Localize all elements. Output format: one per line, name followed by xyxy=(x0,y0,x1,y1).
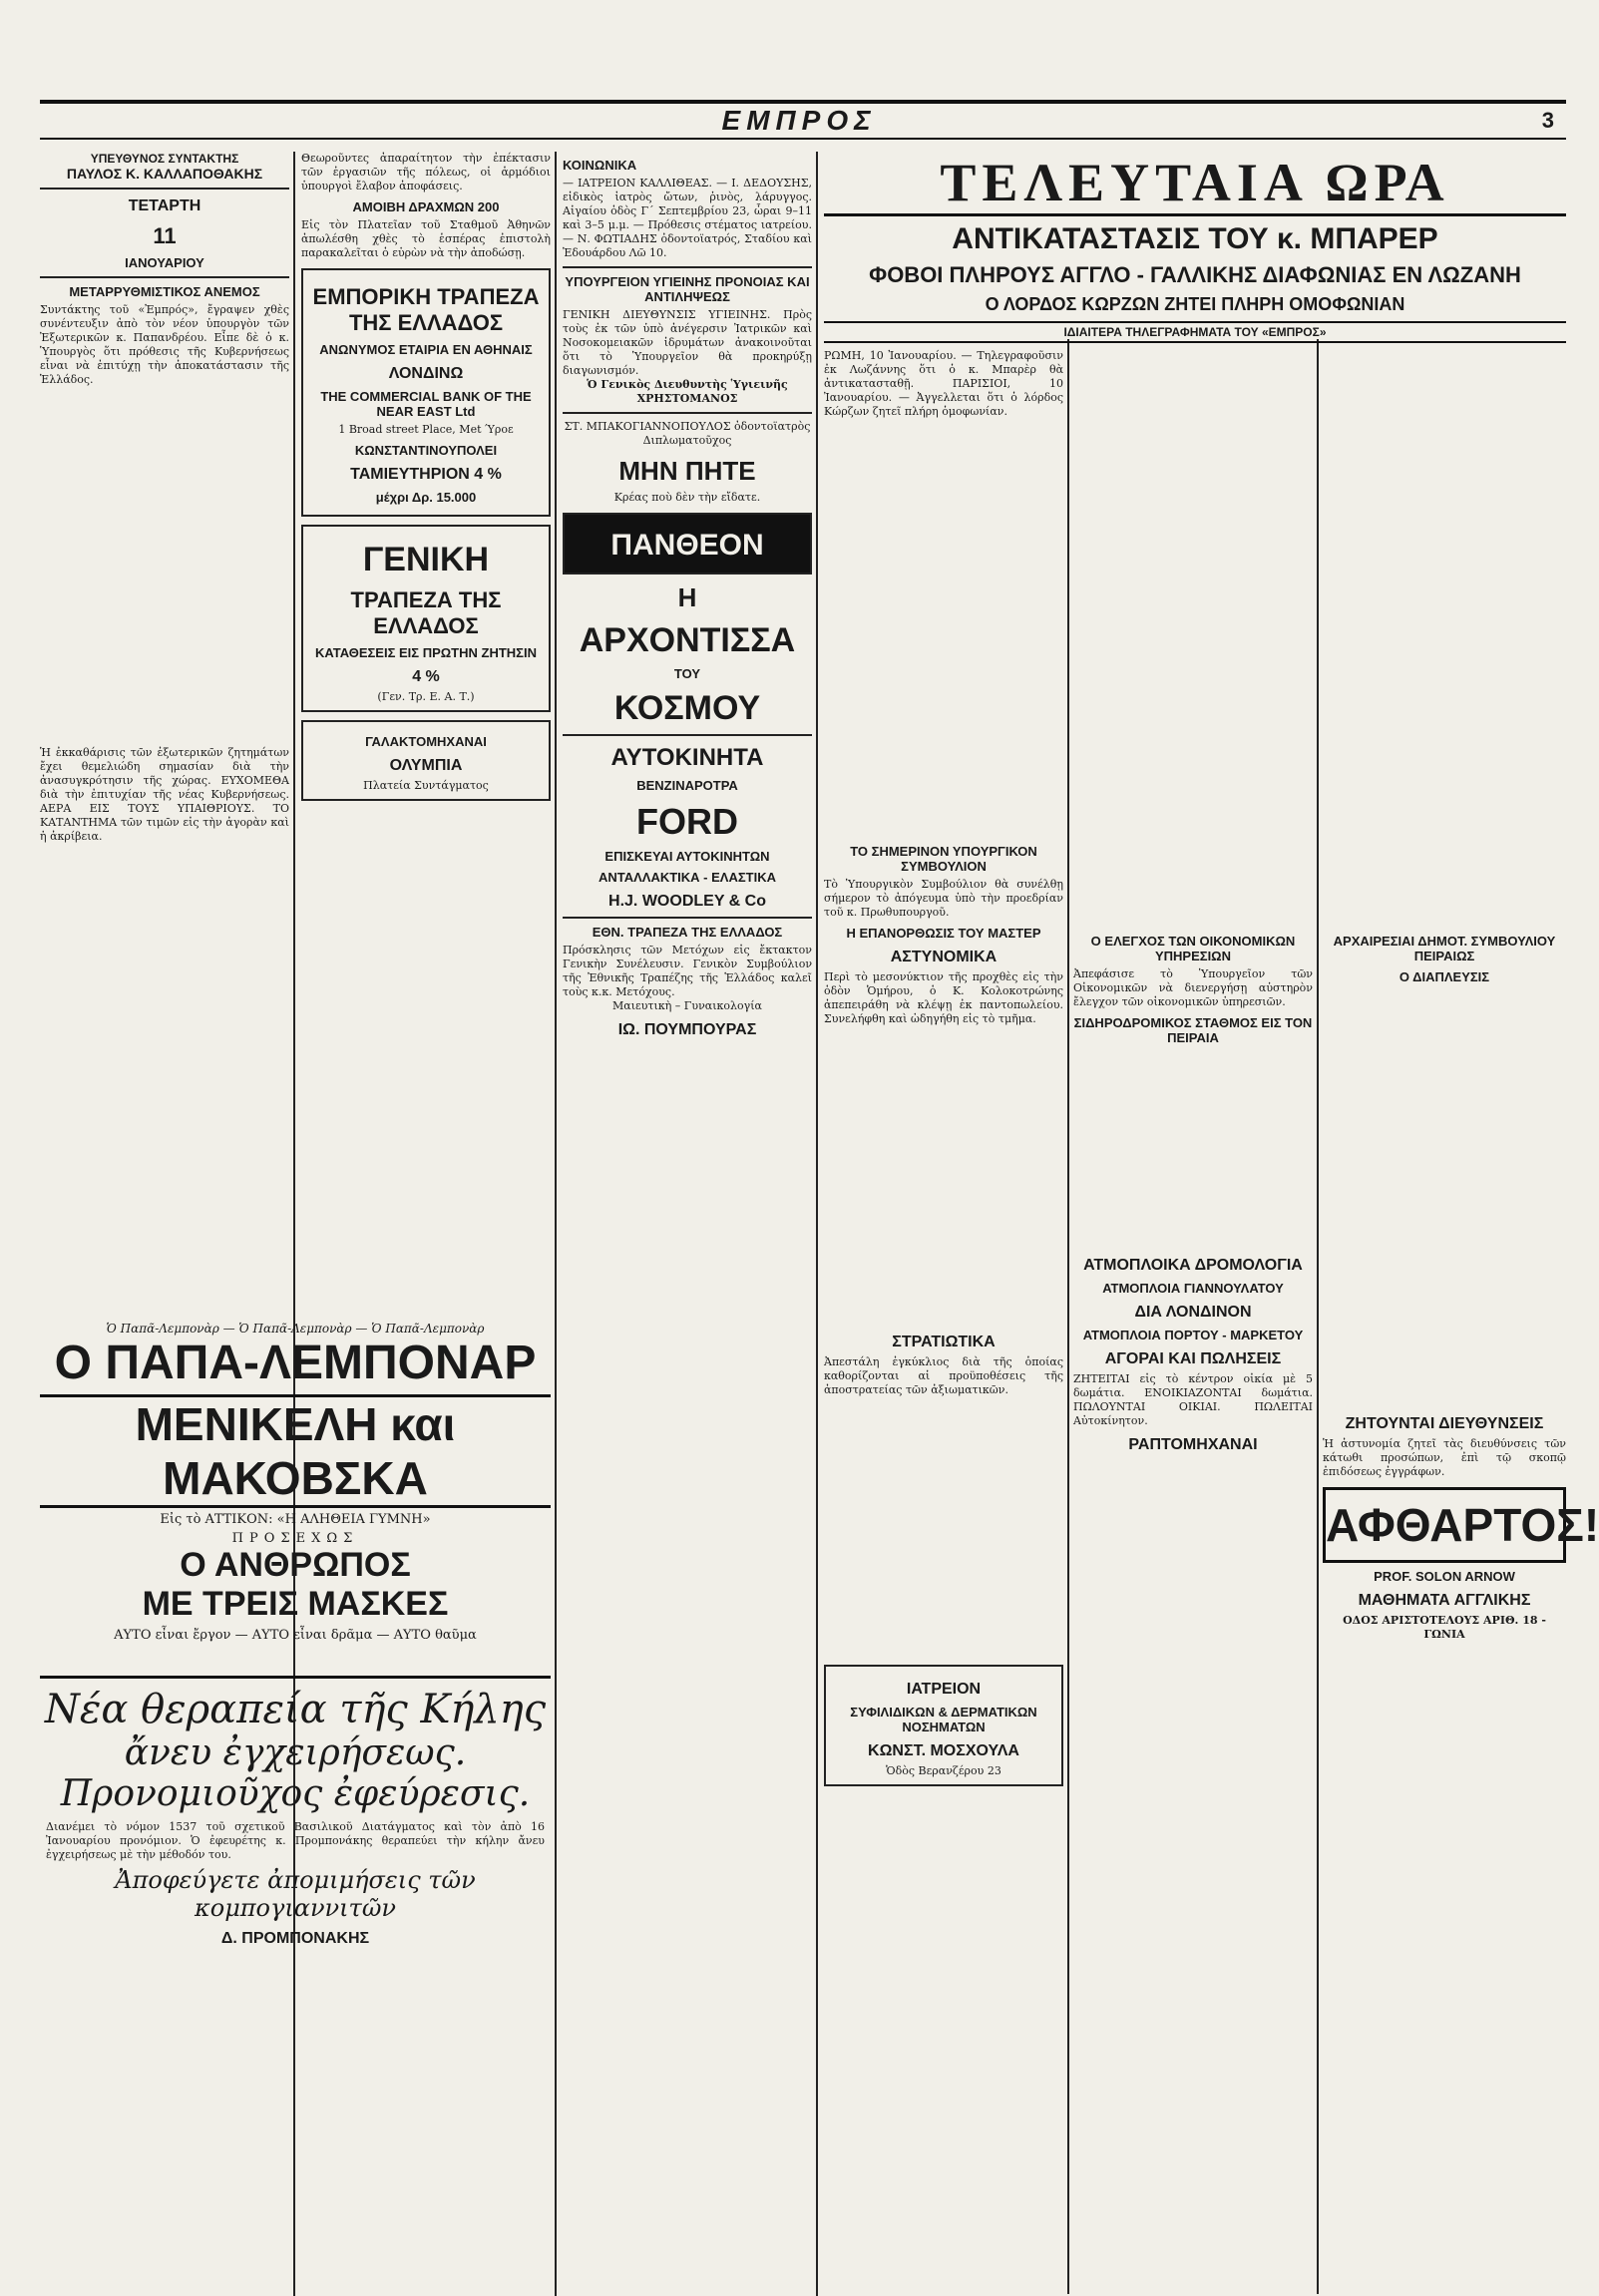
hernia-h3: Προνομιοῦχος ἐφεύρεσις. xyxy=(60,1773,531,1814)
month: ΙΑΝΟΥΑΡΙΟΥ xyxy=(125,255,204,270)
ford: FORD xyxy=(636,801,738,842)
piraeus-heading: ΣΙΔΗΡΟΔΡΟΜΙΚΟΣ ΣΤΑΘΜΟΣ ΕΙΣ ΤΟΝ ΠΕΙΡΑΙΑ xyxy=(1073,1015,1313,1045)
article-text: Εἰς τὸν Πλατεῖαν τοῦ Σταθμοῦ Ἀθηνῶν ἀπωλέσθη χθὲς τὸ ἑσπέρας ἐπιστολὴ παρακαλεῖται ὁ εὑρὼν νὰ τὴν ἀποδώσῃ. xyxy=(301,218,551,259)
parts: ΑΝΤΑΛΛΑΚΤΙΚΑ - ΕΛΑΣΤΙΚΑ xyxy=(598,870,776,885)
social-heading: ΚΟΙΝΩΝΙΚΑ xyxy=(563,158,637,173)
theatre-man: Ο ΑΝΘΡΩΠΟΣ xyxy=(180,1546,411,1584)
column-spacer xyxy=(1073,349,1313,928)
column-4 xyxy=(824,349,1063,2294)
dentist: ΣΤ. ΜΠΑΚΟΓΙΑΝΝΟΠΟΥΛΟΣ ὀδοντοϊατρὸς Διπλωματοῦχος xyxy=(564,420,811,447)
milk-address: Πλατεία Συντάγματος xyxy=(363,779,489,792)
gyn-label: Μαιευτικὴ – Γυναικολογία xyxy=(612,999,762,1012)
military-heading: ΣΤΡΑΤΙΩΤΙΚΑ xyxy=(892,1334,996,1350)
article-text: ΡΩΜΗ, 10 Ἰανουαρίου. — Τηλεγραφοῦσιν ἐκ Λωζάννης ὅτι ὁ κ. Μπαρὲρ θὰ ἀντικατασταθῇ. ΠΑΡΙΣΙΟΙ, 10 Ἰανουαρίου. — Ἀγγελλεται ὅτι ὁ λόρδος Κώρζων ζητεῖ πλήρη ὁμοφωνίαν. xyxy=(824,349,1063,418)
column-rule xyxy=(816,152,818,2296)
column-rule xyxy=(1317,339,1319,2294)
bank-savings: ΤΑΜΙΕΥΤΗΡΙΟΝ 4 % xyxy=(350,466,502,483)
bank2-deposits: ΚΑΤΑΘΕΣΕΙΣ ΕΙΣ ΠΡΩΤΗΝ ΖΗΤΗΣΙΝ xyxy=(315,645,537,660)
column-spacer xyxy=(40,387,289,746)
election-heading: ΑΡΧΑΙΡΕΣΙΑΙ ΔΗΜΟΤ. ΣΥΜΒΟΥΛΙΟΥ ΠΕΙΡΑΙΩΣ xyxy=(1333,934,1556,963)
article-heading: ΜΕΤΑΡΡΥΘΜΙΣΤΙΚΟΣ ΑΝΕΜΟΣ xyxy=(69,284,260,299)
article-text: ΖΗΤΕΙΤΑΙ εἰς τὸ κέντρον οἰκία μὲ 5 δωμάτια. ΕΝΟΙΚΙΑΖΟΝΤΑΙ δωμάτια. ΠΩΛΟΥΝΤΑΙ ΟΙΚΙΑΙ. ΠΩΛΕΙΤΑΙ Αὐτοκίνητον. xyxy=(1073,1372,1313,1427)
masthead-rule-left xyxy=(52,112,56,130)
english-lessons: ΜΑΘΗΜΑΤΑ ΑΓΓΛΙΚΗΣ xyxy=(1358,1592,1531,1609)
theatre-tag: ΑΥΤΟ εἶναι ἔργον — ΑΥΤΟ εἶναι δρᾶμα — ΑΥΤΟ θαῦμα xyxy=(114,1628,477,1643)
portokalos-heading: ΑΤΜΟΠΛΟΙΑ ΠΟΡΤΟΥ - ΜΑΡΚΕΤΟΥ xyxy=(1082,1328,1304,1342)
benzin: ΒΕΝΖΙΝΑΡΟΤΡΑ xyxy=(636,778,738,793)
divider xyxy=(40,188,289,190)
banner-sub: ΦΟΒΟΙ ΠΛΗΡΟΥΣ ΑΓΓΛΟ - ΓΑΛΛΙΚΗΣ ΔΙΑΦΩΝΙΑΣ ΕΝ ΛΩΖΑΝΗ xyxy=(869,262,1521,287)
minister-heading: ΤΟ ΣΗΜΕΡΙΝΟΝ ΥΠΟΥΡΓΙΚΟΝ ΣΥΜΒΟΥΛΙΟΝ xyxy=(850,844,1037,874)
divider xyxy=(563,266,812,268)
pantheon-ad xyxy=(563,513,812,574)
ship-heading: ΑΤΜΟΠΛΟΙΚΑ ΔΡΟΜΟΛΟΓΙΑ xyxy=(1083,1257,1303,1274)
cars: ΑΥΤΟΚΙΝΗΤΑ xyxy=(610,744,764,771)
editor-name: ΠΑΥΛΟΣ Κ. ΚΑΛΛΑΠΟΘΑΚΗΣ xyxy=(66,166,263,182)
appointments-heading: Ο ΔΙΑΠΛΕΥΣΙΣ xyxy=(1399,969,1490,984)
article-text: ΓΕΝΙΚΗ ΔΙΕΥΘΥΝΣΙΣ ΥΓΙΕΙΝΗΣ. Πρὸς τοὺς ἐκ τῶν ὑπὸ ἀνέγερσιν Ἰατρικῶν καὶ Νοσοκομειακῶν ἱδρυμάτων ἀνακοινοῦται ὅτι τὸ Ὑπουργεῖον θὰ προκηρύξῃ διαγωνισμόν. xyxy=(563,308,812,377)
clinic-heading: ΙΑΤΡΕΙΟΝ xyxy=(906,1681,982,1698)
bank-commercial: THE COMMERCIAL BANK OF THE NEAR EAST Ltd xyxy=(320,389,532,419)
hernia-body: Διανέμει τὸ νόμον 1537 τοῦ σχετικοῦ Βασιλικοῦ Διατάγματος καὶ τὸν ἀπὸ 16 Ἰανουαρίου προνόμιον. Ὁ ἐφευρέτης κ. Προμπονάκης θεραπεύει τὴν κήλην ἄνευ ἐγχειρήσεως μὲ τὴν μέθοδόν του. xyxy=(46,1820,545,1861)
kosmou: ΚΟΣΜΟΥ xyxy=(613,689,761,727)
english-address: ΟΔΟΣ ΑΡΙΣΤΟΤΕΛΟΥΣ ΑΡΙΘ. 18 - ΓΩΝΙΑ xyxy=(1343,1614,1546,1641)
divider xyxy=(563,917,812,919)
bank-limit: μέχρι Δρ. 15.000 xyxy=(375,490,477,505)
hernia-ad xyxy=(40,1676,551,1952)
nat-bank-heading: ΕΘΝ. ΤΡΑΠΕΖΑ ΤΗΣ ΕΛΛΑΔΟΣ xyxy=(592,925,783,940)
article-text: Ἡ ἀστυνομία ζητεῖ τὰς διευθύνσεις τῶν κάτωθι προσώπων, ἐπὶ τῷ σκοπῷ ἐπιδόσεως ἐγγράφων. xyxy=(1323,1437,1566,1478)
bank2-general: ΓΕΝΙΚΗ xyxy=(362,541,490,578)
milk-brand: ΟΛΥΜΠΙΑ xyxy=(389,757,463,774)
article-text: Ἀπεστάλη ἐγκύκλιος διὰ τῆς ὁποίας καθορίζονται αἱ προϋποθέσεις τῆς ἀποστρατείας τῶν ἀξιωματικῶν. xyxy=(824,1355,1063,1396)
bank-const: ΚΩΝΣΤΑΝΤΙΝΟΥΠΟΛΕΙ xyxy=(354,443,498,458)
london-heading: ΔΙΑ ΛΟΝΔΙΝΟΝ xyxy=(1134,1304,1252,1321)
mini-pite: ΜΗΝ ΠΗΤΕ xyxy=(618,456,756,486)
article-text: Συντάκτης τοῦ «Ἐμπρός», ἔγραψεν χθὲς συνέντευξιν ἀπὸ τὸν νέον ὑπουργὸν τῶν Ἐξωτερικῶν κ. Παπανδρέου. Εἶπε δὲ ὁ κ. Ὑπουργὸς ὅτι πρόθεσις τῆς Κυβερνήσεως εἶναι νὰ ἐπιτύχῃ τὴν ἀποκατάστασιν τῆς Ἑλλάδος. xyxy=(40,303,289,386)
column-spacer xyxy=(1323,988,1566,1407)
welfare-heading: ΥΠΟΥΡΓΕΙΟΝ ΥΓΙΕΙΝΗΣ ΠΡΟΝΟΙΑΣ ΚΑΙ ΑΝΤΙΛΗΨΕΩΣ xyxy=(565,274,810,304)
police-heading: ΑΣΤΥΝΟΜΙΚΑ xyxy=(890,949,998,965)
banner-sub2: Ο ΛΟΡΔΟΣ ΚΩΡΖΩΝ ΖΗΤΕΙ ΠΛΗΡΗ ΟΜΟΦΩΝΙΑΝ xyxy=(985,294,1405,314)
editor-label: ΥΠΕΥΘΥΝΟΣ ΣΥΝΤΑΚΤΗΣ xyxy=(90,152,239,166)
article-text: Θεωροῦντες ἀπαραίτητον τὴν ἐπέκτασιν τῶν ἐργασιῶν τῆς πόλεως, οἱ ἁρμόδιοι ὑπουργοὶ ἔλαβον ἀποφάσεις. xyxy=(301,152,551,192)
theatre-title: Ο ΠΑΠΑ-ΛΕΜΠΟΝΑΡ xyxy=(54,1337,537,1389)
milk-title: ΓΑΛΑΚΤΟΜΗΧΑΝΑΙ xyxy=(365,734,487,749)
theatre-ad xyxy=(40,1322,551,1643)
bank-subtitle: ΑΝΩΝΥΜΟΣ ΕΤΑΙΡΙΑ ΕΝ ΑΘΗΝΑΙΣ xyxy=(319,342,533,357)
bank2-ad xyxy=(301,525,551,712)
divider xyxy=(563,412,812,414)
bank-address: 1 Broad street Place, Met Ύροε xyxy=(338,423,514,436)
divider xyxy=(563,734,812,736)
pantheon: ΠΑΝΘΕΟΝ xyxy=(610,529,764,562)
column-2 xyxy=(301,152,551,1309)
hernia-h2: ἄνευ ἐγχειρήσεως. xyxy=(124,1732,467,1773)
clinic-ad xyxy=(824,1665,1063,1786)
repairs: ΕΠΙΣΚΕΥΑΙ ΑΥΤΟΚΙΝΗΤΩΝ xyxy=(604,849,770,864)
bank2-short: (Γεν. Τρ. Ε. Α. Τ.) xyxy=(377,690,475,703)
theatre-repeat: Ὁ Παπᾶ-Λεμπονὰρ — Ὁ Παπᾶ-Λεμπονὰρ — Ὁ Παπᾶ-Λεμπονὰρ xyxy=(106,1322,485,1336)
bank2-title: ΤΡΑΠΕΖΑ ΤΗΣ ΕΛΛΑΔΟΣ xyxy=(350,587,502,638)
article-text: Πρόσκλησις τῶν Μετόχων εἰς ἔκτακτον Γενικὴν Συνέλευσιν. Γενικὸν Συμβούλιον τῆς Ἐθνικῆς Τραπέζης τῆς Ἑλλάδος καλεῖ τοὺς κ.κ. Μετόχους. xyxy=(563,944,812,998)
gyn-name: ΙΩ. ΠΟΥΜΠΟΥΡΑΣ xyxy=(617,1021,757,1038)
clinic-address: Ὁδὸς Βερανζέρου 23 xyxy=(886,1764,1001,1777)
divider xyxy=(40,276,289,278)
article-letter: Η xyxy=(677,582,697,612)
bank-london: ΛΟΝΔΙΝΩ xyxy=(388,365,464,382)
mini-sub: Κρέας ποὺ δὲν τὴν εἴδατε. xyxy=(613,491,761,504)
bank-title: ΕΜΠΟΡΙΚΗ ΤΡΑΠΕΖΑ ΤΗΣ ΕΛΛΑΔΟΣ xyxy=(312,284,540,335)
article-text: Ἀπεφάσισε τὸ Ὑπουργεῖον τῶν Οἰκονομικῶν νὰ διενεργήσῃ αὐστηρὸν ἔλεγχον τῶν οἰκονομικῶν ὑπηρεσιῶν. xyxy=(1073,967,1313,1008)
column-spacer xyxy=(824,419,1063,838)
article-text: Τὸ Ὑπουργικὸν Συμβούλιον θὰ συνέλθῃ σήμερον τὸ ἀπόγευμα ὑπὸ τὴν προεδρίαν τοῦ κ. Πρωθυπουργοῦ. xyxy=(824,878,1063,919)
article-text: Ἡ ἐκκαθάρισις τῶν ἐξωτερικῶν ζητημάτων ἔχει θεμελιώδη σημασίαν διὰ τὴν ἀνασυγκρότησιν τῆς χώρας. ΕΥΧΟΜΕΘΑ διὰ τὴν ἐπιτυχίαν τῆς νέας Κυβερνήσεως. ΑΕΡΑ ΕΙΣ ΤΟΥΣ ΥΠΑΙΘΡΙΟΥΣ. ΤΟ ΚΑΤΑΝΤΗΜΑ τῶν τιμῶν εἰς τὴν ἀγορὰν καὶ ἡ ἀκρίβεια. xyxy=(40,746,289,843)
theatre-names: ΜΕΝΙΚΕΛΗ και ΜΑΚΟΒΣΚΑ xyxy=(40,1394,551,1508)
clinic-sub: ΣΥΦΙΛΙΔΙΚΩΝ & ΔΕΡΜΑΤΙΚΩΝ ΝΟΣΗΜΑΤΩΝ xyxy=(850,1705,1037,1734)
date-number: 11 xyxy=(153,223,177,248)
column-spacer xyxy=(1073,1049,1313,1249)
banner-telegrams: ΙΔΙΑΙΤΕΡΑ ΤΗΛΕΓΡΑΦΗΜΑΤΑ ΤΟΥ «ΕΜΠΡΟΣ» xyxy=(824,321,1566,343)
market-heading: ΑΓΟΡΑΙ ΚΑΙ ΠΩΛΗΣΕΙΣ xyxy=(1104,1350,1282,1367)
woodley: H.J. WOODLEY & Co xyxy=(608,893,766,910)
theatre-venue: Εἰς τὸ ΑΤΤΙΚΟΝ: «Η ΑΛΗΘΕΙΑ ΓΥΜΝΗ» xyxy=(160,1512,431,1527)
banner-title: ΤΕΛΕΥΤΑΙΑ ΩΡΑ xyxy=(824,152,1566,216)
paper-name: ΕΜΠΡΟΣ xyxy=(721,105,877,136)
masthead xyxy=(40,100,1566,140)
theatre-soon: ΠΡΟΣΕΧΩΣ xyxy=(231,1531,359,1546)
wanted-heading: ΖΗΤΟΥΝΤΑΙ ΔΙΕΥΘΥΝΣΕΙΣ xyxy=(1345,1415,1544,1432)
article-text: — ΙΑΤΡΕΙΟΝ ΚΑΛΛΙΘΕΑΣ. — Ι. ΔΕΔΟΥΣΗΣ, εἰδικὸς ἰατρὸς ὤτων, ῥινὸς, λάρυγγος. Αἰγαίου ὁδὸς Γ΄ Σεπτεμβρίου 23, ὧραι 9–11 καὶ 3–5 μ.μ. — Πρόθεσις στέματος ιατρείου. — Ν. ΦΩΤΙΑΔΗΣ ὀδοντοϊατρός, Σταδίου καὶ Ἐδουάρδου Λῶ 10. xyxy=(563,177,812,259)
column-rule xyxy=(293,152,295,2296)
newspaper-page xyxy=(40,60,1599,2254)
hernia-foot: Ἀποφεύγετε ἀπομιμήσεις τῶν κομπογιαννιτῶν xyxy=(115,1866,476,1922)
column-5 xyxy=(1073,349,1313,2294)
column-spacer xyxy=(1323,349,1566,928)
prof-name: PROF. SOLON ARNOW xyxy=(1374,1569,1515,1584)
last-hour-banner xyxy=(824,152,1566,339)
column-1 xyxy=(40,152,289,1309)
article-text: Περὶ τὸ μεσονύκτιον τῆς προχθὲς εἰς τὴν ὁδὸν Ὁμήρου, ὁ Κ. Κολοκοτρώνης ἀπεπειράθη νὰ κλέψῃ ἐκ παντοπωλείου. Συνελήφθη καὶ ὡδηγήθη εἰς τὸ τμῆμα. xyxy=(824,970,1063,1025)
bank-ad xyxy=(301,268,551,517)
archontissa: ΑΡΧΟΝΤΙΣΣΑ xyxy=(579,621,796,659)
control-heading: Ο ΕΛΕΓΧΟΣ ΤΩΝ ΟΙΚΟΝΟΜΙΚΩΝ ΥΠΗΡΕΣΙΩΝ xyxy=(1090,934,1296,963)
page-number: 3 xyxy=(1541,108,1554,133)
welfare-sign: Ὁ Γενικὸς Διευθυντὴς Ὑγιεινῆς ΧΡΗΣΤΟΜΑΝΟΣ xyxy=(587,378,788,405)
theatre-masks: ΜΕ ΤΡΕΙΣ ΜΑΣΚΕΣ xyxy=(142,1585,449,1623)
article-heading: ΑΜΟΙΒΗ ΔΡΑΧΜΩΝ 200 xyxy=(352,199,500,214)
banner-headline: ΑΝΤΙΚΑΤΑΣΤΑΣΙΣ ΤΟΥ κ. ΜΠΑΡΕΡ xyxy=(952,222,1438,255)
hernia-h1: Νέα θεραπεία τῆς Κήλης xyxy=(44,1687,547,1732)
milk-ad xyxy=(301,720,551,801)
column-rule xyxy=(1067,339,1069,2294)
column-spacer xyxy=(824,1397,1063,1657)
tou: ΤΟΥ xyxy=(673,666,701,681)
bank2-rate: 4 % xyxy=(412,668,440,685)
ship-sub: ΑΤΜΟΠΛΟΙΑ ΓΙΑΝΝΟΥΛΑΤΟΥ xyxy=(1102,1281,1284,1296)
hernia-sign: Δ. ΠΡΟΜΠΟΝΑΚΗΣ xyxy=(220,1930,370,1947)
column-rule xyxy=(555,152,557,2296)
clinic-doctor: ΚΩΝΣΤ. ΜΟΣΧΟΥΛΑ xyxy=(868,1742,1019,1759)
sewing-heading: ΡΑΠΤΟΜΗΧΑΝΑΙ xyxy=(1128,1436,1258,1453)
afthartos-ad: ΑΦΘΑΡΤΟΣ! xyxy=(1323,1487,1566,1563)
master-heading: Η ΕΠΑΝΟΡΘΩΣΙΣ ΤΟΥ ΜΑΣΤΕΡ xyxy=(846,926,1041,941)
weekday: ΤΕΤΑΡΤΗ xyxy=(128,197,201,214)
column-3 xyxy=(563,152,812,2296)
column-spacer xyxy=(824,1026,1063,1326)
column-6 xyxy=(1323,349,1599,2294)
